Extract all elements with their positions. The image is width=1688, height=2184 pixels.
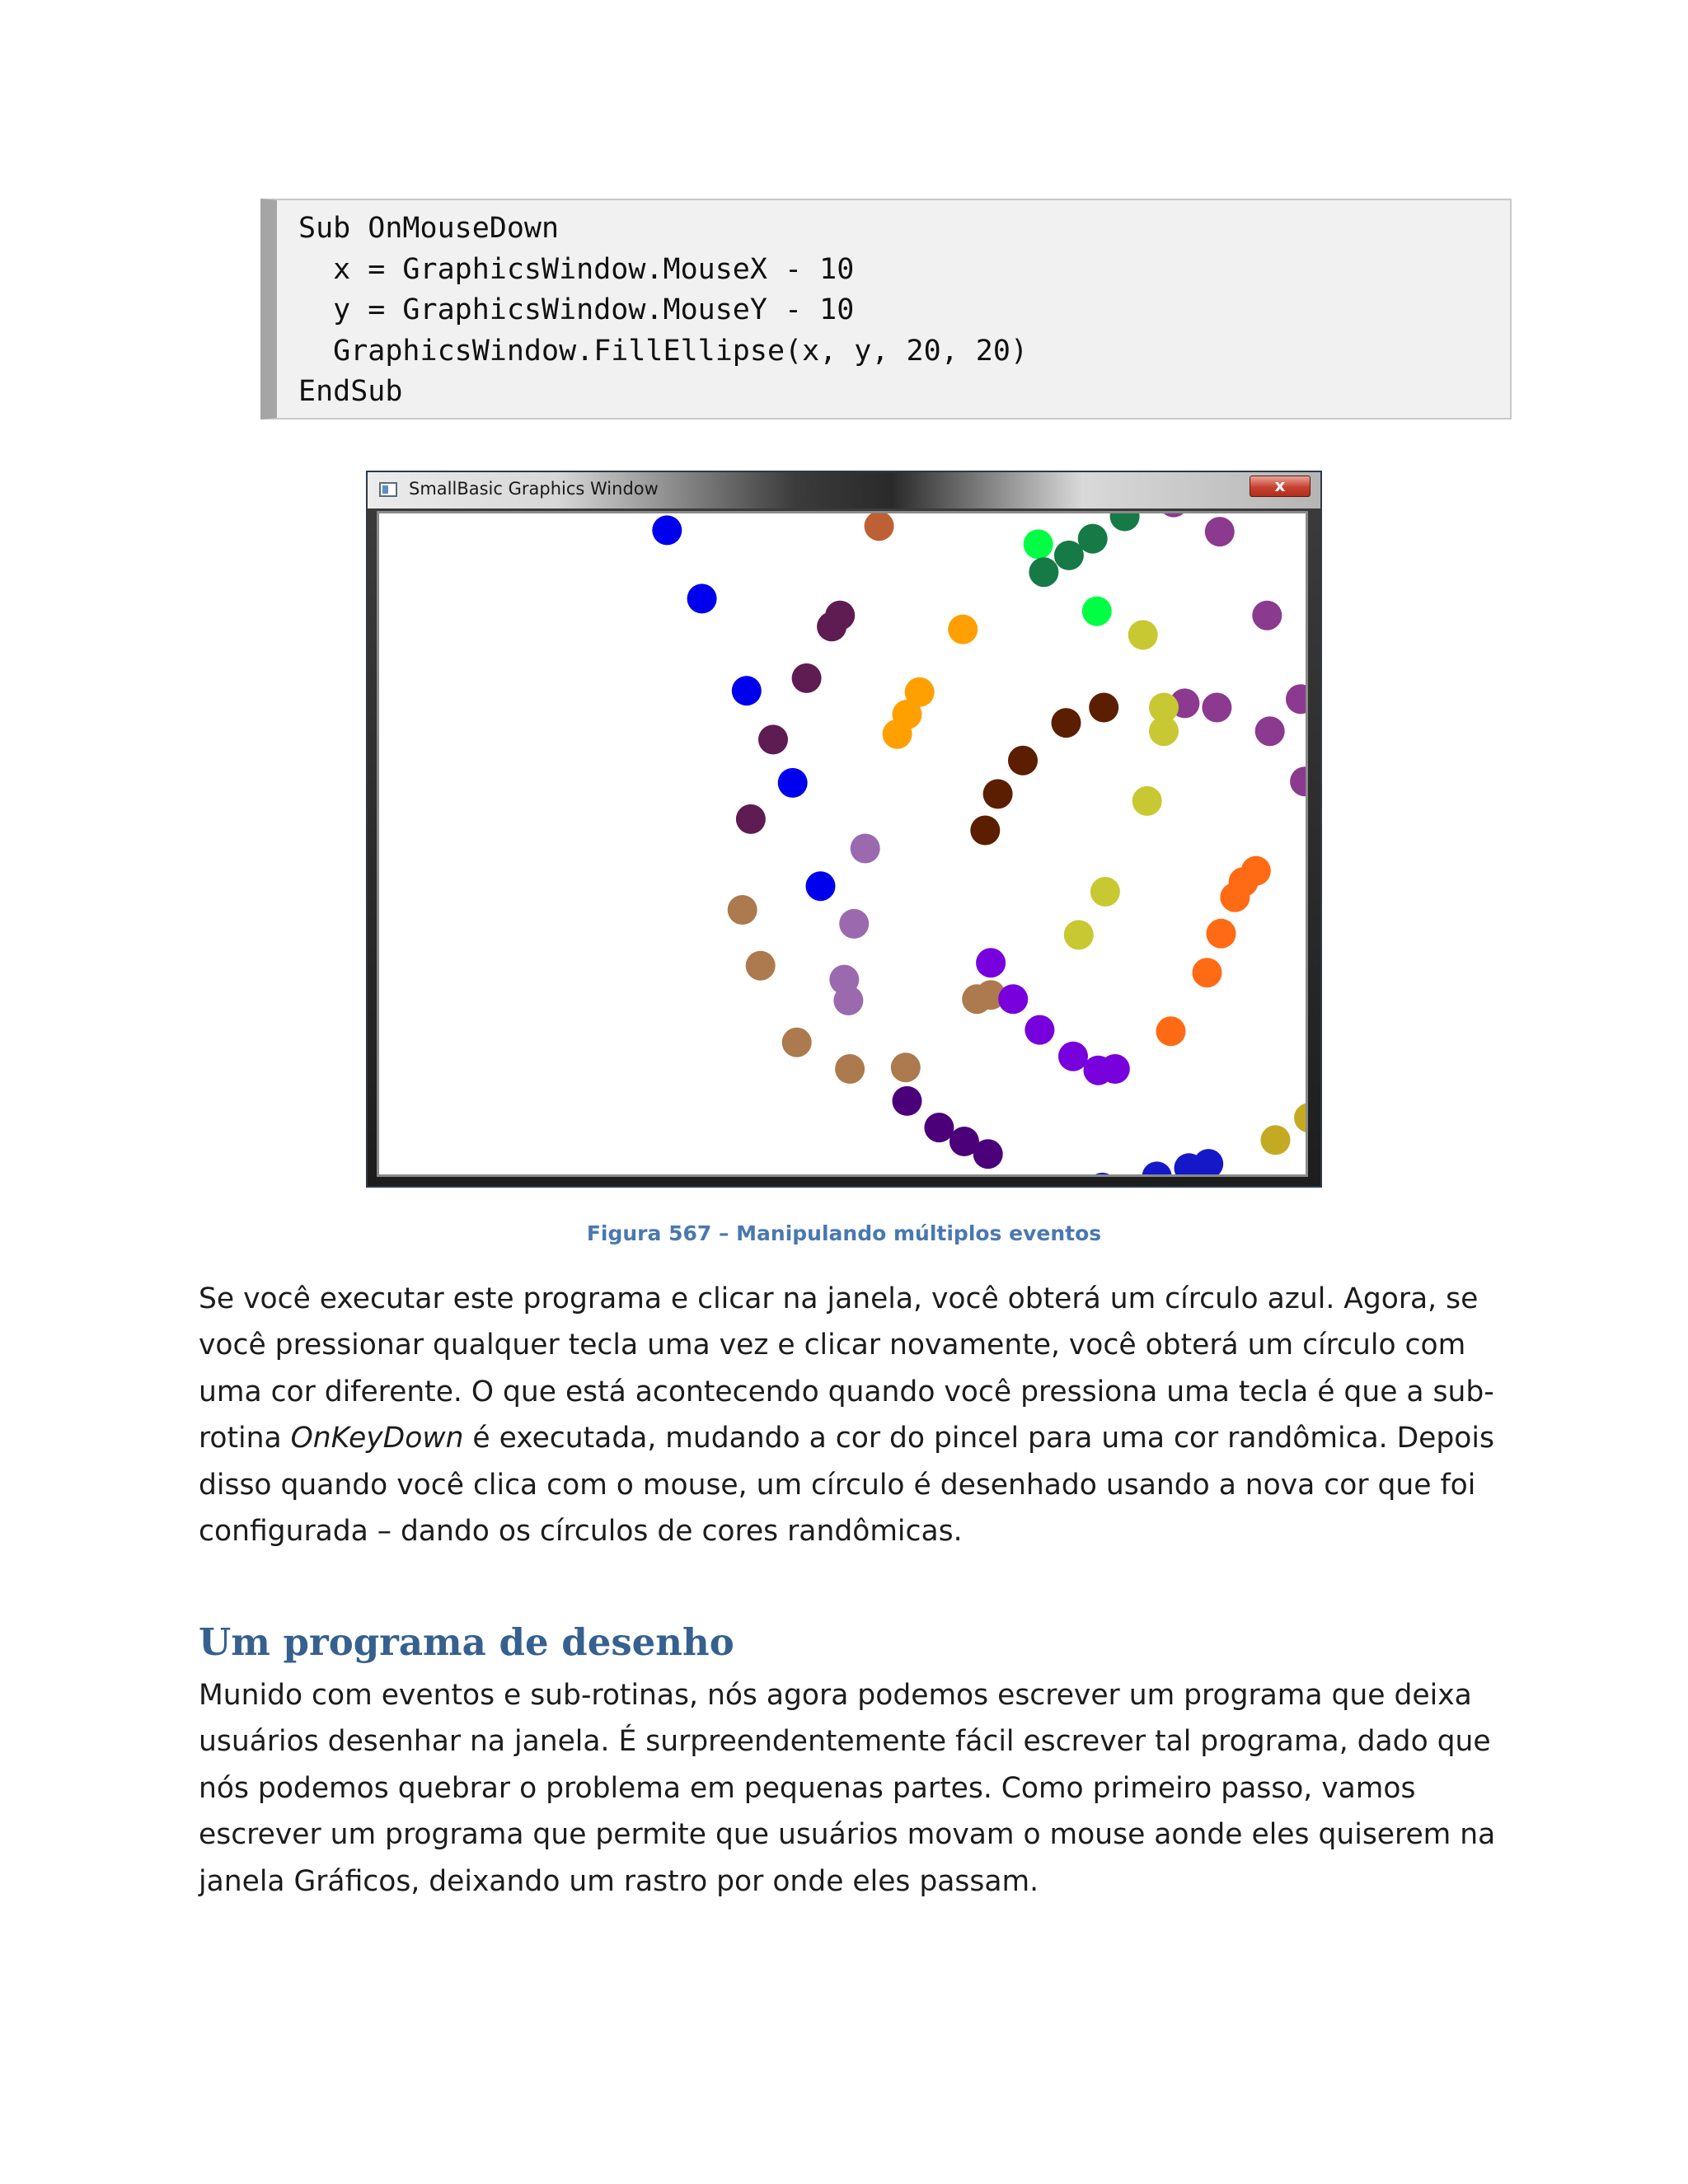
drawn-circle [970, 816, 1000, 846]
drawn-circle [924, 1113, 954, 1142]
code-line: y = GraphicsWindow.MouseY - 10 [298, 293, 855, 326]
drawn-circle [1058, 1042, 1088, 1071]
drawn-circle [728, 895, 757, 925]
drawn-circle [1029, 557, 1058, 587]
drawn-circle [806, 871, 836, 901]
app-icon [379, 482, 397, 497]
drawn-circle [1128, 620, 1158, 649]
drawn-circle [883, 719, 912, 749]
drawn-circle [1159, 513, 1189, 518]
drawn-circle [839, 909, 869, 939]
drawing-canvas[interactable] [377, 511, 1308, 1177]
window-titlebar [368, 472, 1320, 509]
graphics-window [366, 471, 1322, 1188]
drawn-circle [1294, 1103, 1306, 1132]
drawn-circle [1142, 1161, 1172, 1174]
drawn-circle [983, 779, 1013, 808]
drawn-circle [1024, 529, 1053, 559]
drawn-circle [1088, 1173, 1118, 1174]
drawn-circle [1156, 1016, 1186, 1046]
drawn-circle [891, 1052, 921, 1082]
drawn-circle [1052, 708, 1081, 738]
drawn-circle [1110, 513, 1140, 532]
drawn-circle [1089, 693, 1118, 723]
close-button[interactable]: x [1250, 476, 1311, 497]
drawn-circle [1261, 1125, 1291, 1155]
drawn-circle [851, 834, 880, 864]
drawn-circle [792, 663, 822, 693]
drawn-circle [746, 951, 776, 981]
code-block [260, 199, 1512, 419]
drawn-circle [1193, 958, 1222, 987]
drawn-circle [1202, 693, 1231, 723]
drawn-circle [1078, 524, 1108, 554]
drawn-circle [1082, 597, 1112, 626]
drawn-circle [1149, 716, 1179, 746]
drawn-circle [736, 804, 766, 834]
section-heading: Um programa de desenho [199, 1620, 734, 1664]
drawn-circle [1255, 716, 1285, 746]
drawn-circle [1220, 883, 1250, 912]
drawn-circle [833, 986, 863, 1015]
drawn-circle [1064, 920, 1094, 949]
drawn-circle [976, 948, 1006, 977]
drawn-circle [1205, 517, 1235, 546]
circles-drawing [379, 513, 1306, 1174]
drawn-circle [1193, 1149, 1223, 1174]
drawn-circle [687, 583, 717, 613]
drawn-circle [1025, 1015, 1054, 1045]
drawn-circle [865, 513, 894, 541]
paragraph [199, 1276, 1526, 1554]
drawn-circle [973, 1139, 1003, 1169]
drawn-circle [1290, 766, 1306, 796]
drawn-circle [1132, 786, 1162, 816]
drawn-circle [758, 724, 788, 754]
window-title: SmallBasic Graphics Window [409, 479, 659, 499]
drawn-circle [1090, 877, 1120, 907]
figure-caption: Figura 567 – Manipulando múltiplos eventos [586, 1221, 1102, 1245]
drawn-circle [998, 984, 1028, 1014]
drawn-circle [948, 615, 978, 644]
drawn-circle [782, 1028, 812, 1057]
drawn-circle [732, 676, 762, 705]
drawn-circle [893, 1086, 922, 1116]
drawn-circle [1207, 919, 1236, 949]
drawn-circle [817, 612, 846, 641]
paragraph: Munido com eventos e sub-rotinas, nós agora podemos escrever um programa que deixa usuários desenhar na janela. É surpreendentemente fácil escrever tal programa, dado que nós podemos quebrar o problema em pequenas partes. Como primeiro passo, vamos escrever um programa que permite que usuários movam o mouse aonde eles quiserem na janela Gráficos, deixando um rastro por onde eles passam. [199, 1679, 1496, 1898]
italic-term: OnKeyDown [290, 1422, 464, 1455]
paragraph-text: é executada, mudando a cor do pincel para uma cor randômica. Depois disso quando você clica com o mouse, um círculo é desenhado usando a nova cor que foi configurada – dando os círculos de cores randômicas. [199, 1422, 1494, 1549]
drawn-circle [1286, 684, 1306, 714]
paragraph-text: Se você executar este programa e clicar na janela, você obterá um círculo azul. Agora, se você pressionar qualquer tecla uma vez e clicar novamente, você obterá um círculo com uma cor diferente. O que está acontecendo quando você pressiona uma tecla é que a sub-rotina [199, 1282, 1494, 1455]
drawn-circle [835, 1054, 865, 1084]
drawn-circle [1008, 746, 1038, 776]
drawn-circle [1100, 1054, 1130, 1084]
drawn-circle [1252, 601, 1282, 630]
drawn-circle [778, 768, 808, 798]
drawn-circle [652, 515, 682, 545]
code-line: Sub OnMouseDown [298, 212, 560, 245]
code-line: EndSub [298, 375, 403, 408]
code-line: GraphicsWindow.FillEllipse(x, y, 20, 20) [298, 334, 1029, 368]
code-line: x = GraphicsWindow.MouseX - 10 [298, 252, 855, 286]
